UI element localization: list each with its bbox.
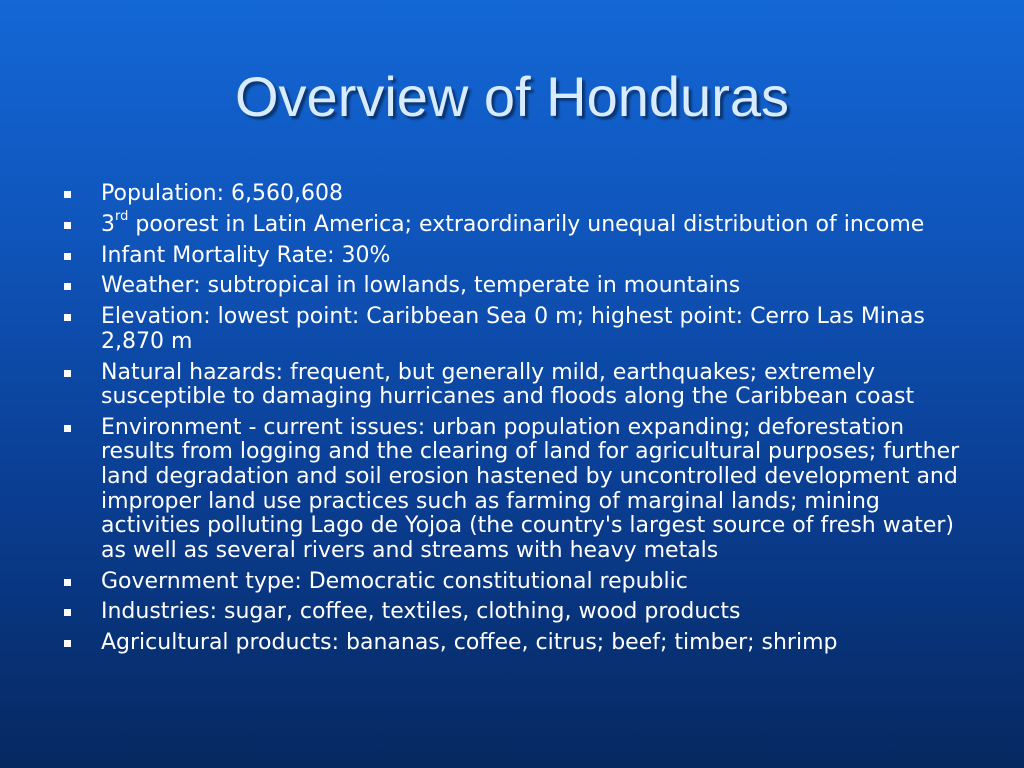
bullet-list xyxy=(60,182,960,662)
square-bullet-icon xyxy=(64,425,71,432)
bullet-infant-mortality xyxy=(60,244,960,269)
square-bullet-icon xyxy=(64,283,71,290)
slide-title: Overview of Honduras xyxy=(234,65,789,128)
bullet-poverty xyxy=(60,209,960,238)
bullet-environment xyxy=(60,416,960,564)
square-bullet-icon xyxy=(64,314,71,321)
bullet-industries xyxy=(60,600,960,625)
square-bullet-icon xyxy=(64,640,71,647)
bullet-text: Weather: subtropical in lowlands, temperate in mountains xyxy=(101,273,741,299)
bullet-text: Agricultural products: bananas, coffee, citrus; beef; timber; shrimp xyxy=(101,630,838,656)
bullet-text: Environment - current issues: urban population expanding; deforestation results from logging and the clearing of land for agricultural purposes; further land degradation and soil erosion hastened by uncontrolled development and improper land use practices such as farming of marginal lands; mining activities polluting Lago de Yojoa (the country's largest source of fresh water) as well as several rivers and streams with heavy metals xyxy=(101,414,960,563)
square-bullet-icon xyxy=(64,609,71,616)
bullet-elevation xyxy=(60,305,960,354)
bullet-text: Infant Mortality Rate: 30% xyxy=(101,242,391,268)
square-bullet-icon xyxy=(64,253,71,260)
ordinal-superscript: rd xyxy=(115,209,129,225)
bullet-text: Elevation: lowest point: Caribbean Sea 0 m; highest point: Cerro Las Minas 2,870 m xyxy=(101,304,925,354)
square-bullet-icon xyxy=(64,191,71,198)
bullet-population xyxy=(60,182,960,207)
bullet-text: Industries: sugar, coffee, textiles, clothing, wood products xyxy=(101,599,741,625)
bullet-text: Population: 6,560,608 xyxy=(101,181,343,206)
square-bullet-icon xyxy=(64,370,71,377)
square-bullet-icon xyxy=(64,579,71,586)
bullet-government xyxy=(60,570,960,595)
square-bullet-icon xyxy=(64,222,71,229)
bullet-text-prefix: 3 xyxy=(101,211,115,237)
bullet-text-rest: poorest in Latin America; extraordinarily unequal distribution of income xyxy=(128,211,925,237)
bullet-natural-hazards xyxy=(60,361,960,410)
bullet-weather xyxy=(60,274,960,299)
bullet-text: Natural hazards: frequent, but generally mild, earthquakes; extremely susceptible to damaging hurricanes and floods along the Caribbean coast xyxy=(101,359,915,410)
bullet-agriculture xyxy=(60,631,960,656)
bullet-text: Government type: Democratic constitutional republic xyxy=(101,568,688,594)
